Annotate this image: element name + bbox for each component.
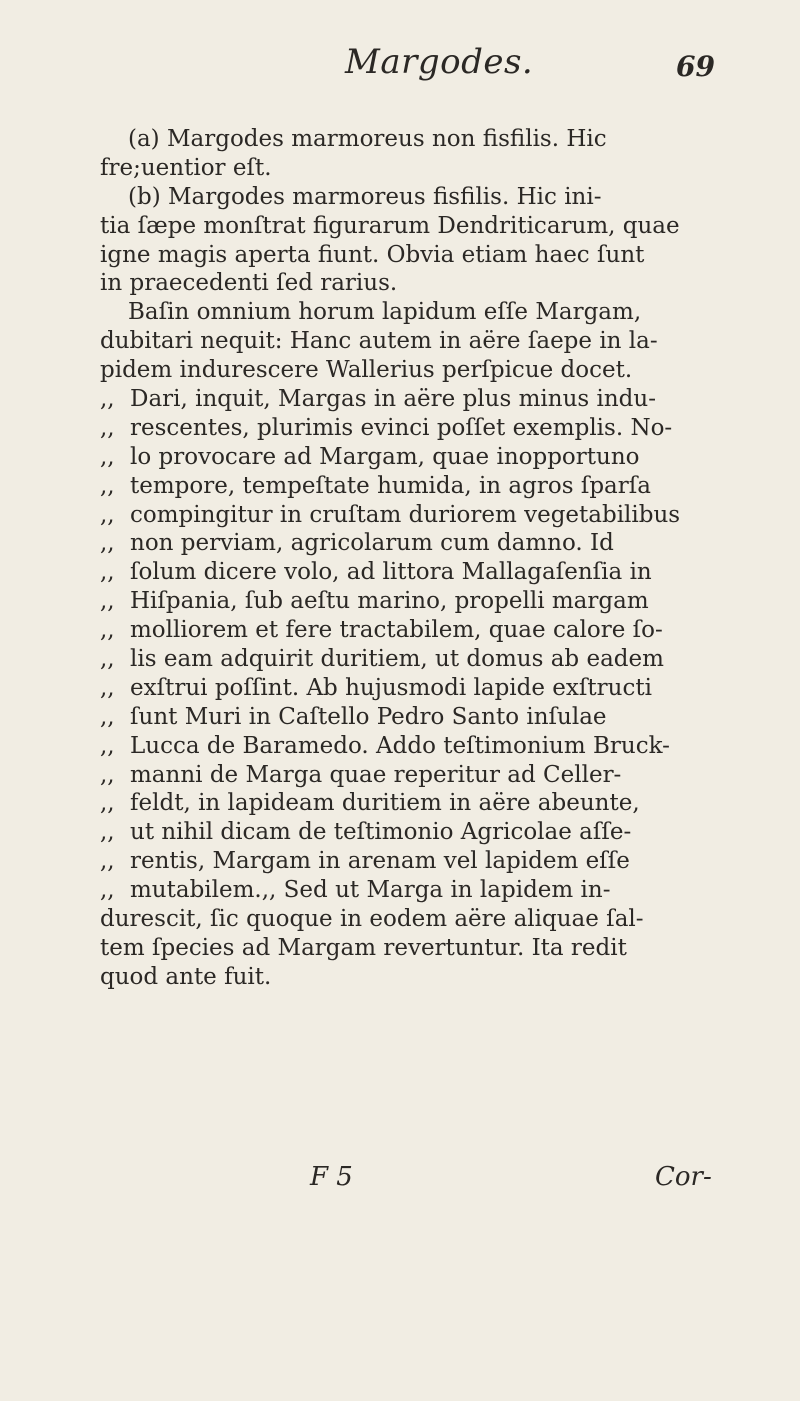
text-line (100, 703, 740, 732)
text-line (100, 616, 740, 645)
text-line (100, 298, 740, 327)
text-line (100, 154, 740, 183)
folio-number: 69 (676, 50, 715, 83)
text-line (100, 789, 740, 818)
text-line (100, 327, 740, 356)
quote-mark: ,, (100, 848, 115, 875)
quote-mark: ,, (100, 472, 115, 499)
quote-mark: ,, (100, 703, 115, 730)
text-line (100, 125, 740, 154)
line-text: feldt, in lapideam duritiem in aëre abeunte, (130, 790, 640, 817)
quote-mark: ,, (100, 501, 115, 528)
line-text: lis eam adquirit duritiem, ut domus ab eadem (130, 646, 664, 673)
text-line (100, 269, 740, 298)
text-line (100, 356, 740, 385)
quote-mark: ,, (100, 790, 115, 817)
text-line (100, 385, 740, 414)
line-text: non perviam, agricolarum cum damno. Id (130, 530, 614, 557)
text-line (100, 587, 740, 616)
text-line (100, 645, 740, 674)
text-line (100, 212, 740, 241)
line-text: exſtrui poſſint. Ab hujusmodi lapide exſtructi (130, 674, 652, 701)
line-text: rentis, Margam in arenam vel lapidem eſſe (130, 848, 630, 875)
quote-mark: ,, (100, 617, 115, 644)
line-text: manni de Marga quae reperitur ad Celler- (130, 761, 622, 788)
line-text: ut nihil dicam de teſtimonio Agricolae aſſe- (130, 819, 632, 846)
line-text: durescit, ſic quoque in eodem aëre aliquae ſal- (100, 906, 644, 933)
text-line (100, 847, 740, 876)
text-line (100, 472, 740, 501)
line-text: (b) Margodes marmoreus fisfilis. Hic ini- (128, 183, 602, 210)
line-text: tem ſpecies ad Margam revertuntur. Ita redit (100, 934, 627, 961)
text-line (100, 558, 740, 587)
text-line (100, 529, 740, 558)
line-text: igne magis aperta fiunt. Obvia etiam haec ſunt (100, 241, 645, 268)
quote-mark: ,, (100, 559, 115, 586)
line-text: in praecedenti ſed rarius. (100, 270, 398, 297)
signature-mark: F 5 (310, 1162, 353, 1192)
line-text: ſolum dicere volo, ad littora Mallagaſenſia in (130, 559, 652, 586)
line-text: mutabilem.,, Sed ut Marga in lapidem in- (130, 877, 611, 904)
quote-mark: ,, (100, 414, 115, 441)
line-text: compingitur in cruſtam duriorem vegetabilibus (130, 501, 681, 528)
line-text: dubitari nequit: Hanc autem in aëre ſaepe in la- (100, 328, 658, 355)
text-line (100, 818, 740, 847)
text-line (100, 414, 740, 443)
running-title: Margodes. (345, 42, 534, 82)
line-text: molliorem et fere tractabilem, quae calore ſo- (130, 617, 663, 644)
line-text: ſunt Muri in Caſtello Pedro Santo inſulae (130, 703, 607, 730)
text-line (100, 934, 740, 963)
line-text: tempore, tempeſtate humida, in agros ſparſa (130, 472, 651, 499)
text-line (100, 674, 740, 703)
text-line (100, 501, 740, 530)
text-line (100, 876, 740, 905)
quote-mark: ,, (100, 646, 115, 673)
line-text: lo provocare ad Margam, quae inopportuno (130, 443, 640, 470)
body-text (100, 125, 740, 992)
line-text: (a) Margodes marmoreus non fisfilis. Hic (128, 126, 607, 152)
quote-mark: ,, (100, 732, 115, 759)
text-line (100, 732, 740, 761)
quote-mark: ,, (100, 761, 115, 788)
text-line (100, 963, 740, 992)
line-text: tia ſæpe monſtrat figurarum Dendriticarum, quae (100, 212, 680, 239)
line-text: Dari, inquit, Margas in aëre plus minus indu- (130, 386, 656, 413)
line-text: Baſin omnium horum lapidum eſſe Margam, (128, 299, 642, 326)
quote-mark: ,, (100, 588, 115, 615)
text-line (100, 241, 740, 270)
text-line (100, 905, 740, 934)
line-text: pidem indurescere Wallerius perſpicue docet. (100, 357, 633, 384)
quote-mark: ,, (100, 443, 115, 470)
text-line (100, 443, 740, 472)
line-text: quod ante fuit. (100, 963, 272, 990)
line-text: fre;uentior eſt. (100, 154, 272, 181)
quote-mark: ,, (100, 877, 115, 904)
line-text: Hiſpania, ſub aeſtu marino, propelli margam (130, 588, 649, 615)
quote-mark: ,, (100, 530, 115, 557)
text-line (100, 183, 740, 212)
quote-mark: ,, (100, 674, 115, 701)
catchword: Cor- (655, 1162, 712, 1192)
quote-mark: ,, (100, 386, 115, 413)
line-text: Lucca de Baramedo. Addo teſtimonium Bruck- (130, 732, 670, 759)
quote-mark: ,, (100, 819, 115, 846)
text-line (100, 761, 740, 790)
line-text: rescentes, plurimis evinci poſſet exemplis. No- (130, 414, 673, 441)
